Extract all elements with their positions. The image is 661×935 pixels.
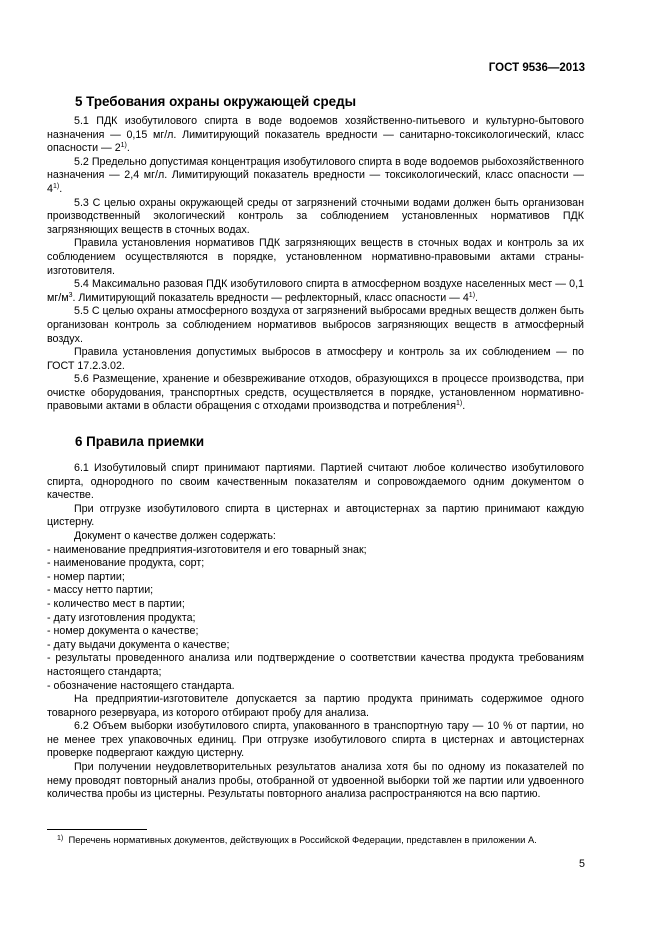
document-id: ГОСТ 9536—2013 — [488, 62, 585, 74]
paragraph-6-2: 6.2 Объем выборки изобутилового спирта, упакованного в транспортную тару — 10 % от партии, но не менее трех упаковочных единиц. При отгрузке изобутилового спирта в цистернах и автоцистернах проверке подвергают каждую цистерну. — [47, 720, 584, 760]
footnote-text: Перечень нормативных документов, действующих в Российской Федерации, представлен в приложении А. — [68, 834, 537, 845]
list-item: - наименование предприятия-изготовителя и его товарный знак; — [47, 543, 367, 556]
paragraph-5-2: 5.2 Предельно допустимая концентрация изобутилового спирта в воде водоемов рыбохозяйственного назначения — 2,4 мг/л. Лимитирующий показатель вредности — токсикологический, класс опасности — 4$^{1)}$. — [47, 155, 584, 195]
list-item: - дату выдачи документа о качестве; — [47, 638, 230, 651]
section-5-title: 5 Требования охраны окружающей среды — [75, 94, 356, 109]
section-6-title: 6 Правила приемки — [75, 434, 205, 449]
section-5-body — [47, 115, 584, 414]
list-item: - массу нетто партии; — [47, 584, 154, 597]
paragraph-5-6: 5.6 Размещение, хранение и обезвреживание отходов, образующихся в процессе производства, при очистке оборудования, транспортных средств, осуществляется в порядке, установленном нормативно-правовыми актами в области обращения с отходами производства и потребления$^{1)}$. — [47, 373, 584, 413]
paragraph-5-5: 5.5 С целью охраны атмосферного воздуха от загрязнений выбросами вредных веществ должен быть организован контроль за соблюдением нормативов выбросов загрязняющих веществ в атмосферный воздух. — [47, 305, 584, 345]
paragraph-6-1-reservoir: На предприятии-изготовителе допускается за партию продукта принимать содержимое одного товарного резервуара, из которого отбирают пробу для анализа. — [47, 693, 584, 719]
list-item: - результаты проведенного анализа или подтверждение о соответствии качества продукта требованиям настоящего стандарта; — [47, 652, 584, 678]
paragraph-6-1: 6.1 Изобутиловый спирт принимают партиями. Партией считают любое количество изобутилового спирта, однородного по своим качественным показателям и сопровождаемого одним документом о качестве. — [47, 462, 584, 502]
list-item: - номер документа о качестве; — [47, 625, 199, 638]
section-6-body — [47, 462, 584, 802]
paragraph-5-5-rules: Правила установления допустимых выбросов в атмосферу и контроль за их соблюдением — по ГОСТ 17.2.3.02. — [47, 346, 584, 372]
paragraph-6-2-retest: При получении неудовлетворительных результатов анализа хотя бы по одному из показателей по нему проводят повторный анализ пробы, отобранной от удвоенной выборки той же партии или удвоенного количества пробы из цистерны. Результаты повторного анализа распространяются на всю партию. — [47, 761, 584, 801]
paragraph-quality-doc: Документ о качестве должен содержать: — [74, 529, 276, 542]
list-item: - номер партии; — [47, 570, 125, 583]
footnote-divider — [47, 829, 147, 830]
list-item: - наименование продукта, сорт; — [47, 557, 205, 570]
paragraph-5-1: 5.1 ПДК изобутилового спирта в воде водоемов хозяйственно-питьевого и культурно-бытового назначения — 0,15 мг/л. Лимитирующий показатель вредности — санитарно-токсикологический, класс опасности — 2$^{1)}$. — [47, 115, 584, 155]
paragraph-5-3-rules: Правила установления нормативов ПДК загрязняющих веществ в сточных водах и контроль за их соблюдением осуществляются в порядке, установленном нормативно-правовыми актами страны-изготовителя. — [47, 237, 584, 277]
paragraph-6-1-shipment: При отгрузке изобутилового спирта в цистернах и автоцистернах за партию принимают каждую цистерну. — [47, 502, 584, 529]
page-number: 5 — [579, 858, 585, 870]
list-item: - дату изготовления продукта; — [47, 611, 196, 624]
list-item: - обозначение настоящего стандарта. — [47, 679, 235, 692]
paragraph-5-3: 5.3 С целью охраны окружающей среды от загрязнений сточными водами должен быть организован производственный экологический контроль за соблюдением установленных нормативов ПДК загрязняющих веществ в сточных водах. — [47, 196, 584, 236]
list-item: - количество мест в партии; — [47, 597, 185, 610]
paragraph-5-4: 5.4 Максимально разовая ПДК изобутилового спирта в атмосферном воздухе населенных мест — 0,1 $мг/м^3$. Лимитирующий показатель вредности — рефлекторный, класс опасности — 4$^{1)}$. — [47, 278, 584, 304]
footnote-marker: 1) — [57, 835, 64, 842]
footnote — [57, 834, 587, 846]
